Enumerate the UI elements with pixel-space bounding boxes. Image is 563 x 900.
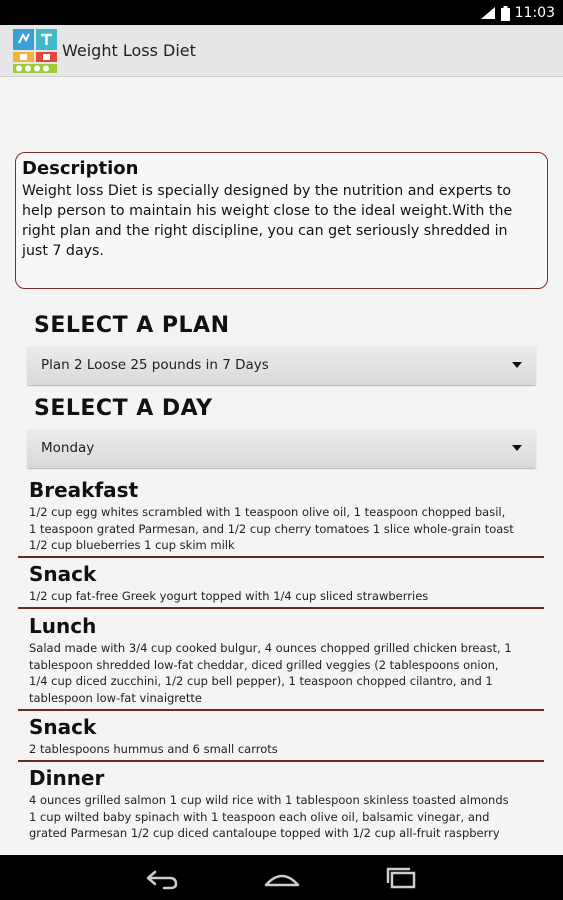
main-content[interactable] [0,77,563,855]
meal-description [29,792,544,842]
meal-line: 1/2 cup fat-free Greek yogurt topped with 1/4 cup sliced strawberries [29,589,429,603]
meal-line: 4 ounces grilled salmon 1 cup wild rice with 1 tablespoon skinless toasted almonds [29,793,509,807]
battery-icon [501,6,510,21]
clock: 11:03 [514,5,555,21]
meal-divider [18,709,544,711]
description-line: help person to maintain his weight close to the ideal weight.With the [22,203,513,219]
plan-dropdown[interactable] [27,346,536,385]
meal-line: 2 tablespoons hummus and 6 small carrots [29,742,278,756]
select-day-heading: SELECT A DAY [34,396,213,421]
description-line: right plan and the right discipline, you can get seriously shredded in [22,223,508,239]
recent-apps-icon[interactable] [382,863,422,893]
meal-divider [18,607,544,609]
meal-line: tablespoon low-fat vinaigrette [29,690,202,705]
day-dropdown[interactable] [27,429,536,468]
meal-dinner [29,766,544,842]
meal-description [29,504,544,554]
meal-snack-2 [29,715,544,758]
day-dropdown-value: Monday [41,440,95,456]
meal-divider [18,760,544,762]
action-bar [0,25,563,77]
meal-snack-1 [29,562,544,605]
status-bar [0,0,563,25]
app-title: Weight Loss Diet [62,41,196,60]
meal-divider [18,556,544,558]
meal-line: tablespoon shredded low-fat cheddar, diced grilled veggies (2 tablespoons onion, [29,657,499,672]
meal-title: Lunch [29,614,97,638]
home-icon[interactable] [262,863,302,893]
meal-description [29,588,544,605]
meal-title: Dinner [29,766,105,790]
meal-line: 1 teaspoon grated Parmesan, and 1/2 cup cherry tomatoes 1 slice whole-grain toast [29,521,514,536]
description-card [15,152,548,289]
meal-line: 1 cup wilted baby spinach with 1 teaspoon each olive oil, balsamic vinegar, and [29,809,490,824]
meal-description [29,640,544,706]
meal-title: Breakfast [29,478,139,502]
meal-title: Snack [29,562,97,586]
plan-dropdown-value: Plan 2 Loose 25 pounds in 7 Days [41,357,269,373]
select-plan-heading: SELECT A PLAN [34,313,230,338]
description-line: just 7 days. [22,243,104,259]
meal-line: Salad made with 3/4 cup cooked bulgur, 4 ounces chopped grilled chicken breast, 1 [29,641,512,655]
description-heading: Description [22,158,139,179]
meal-line: 1/4 cup diced zucchini, 1/2 cup bell pepper), 1 teaspoon chopped cilantro, and 1 [29,674,493,688]
status-icons [480,3,555,23]
back-icon[interactable] [142,863,182,893]
description-text [22,181,541,261]
chevron-down-icon [512,362,522,368]
meal-title: Snack [29,715,97,739]
meal-line: grated Parmesan 1/2 cup diced cantaloupe topped with 1/2 cup all-fruit raspberry [29,826,500,840]
meal-line: 1/2 cup egg whites scrambled with 1 teaspoon olive oil, 1 teaspoon chopped basil, [29,505,506,519]
navigation-bar [0,855,563,900]
app-logo-icon[interactable] [12,28,58,74]
meal-description [29,741,544,758]
description-line: Weight loss Diet is specially designed by the nutrition and experts to [22,183,512,199]
meal-lunch [29,614,544,706]
chevron-down-icon [512,445,522,451]
signal-icon [480,6,496,20]
meal-line: 1/2 cup blueberries 1 cup skim milk [29,538,235,552]
meal-breakfast [29,478,544,554]
